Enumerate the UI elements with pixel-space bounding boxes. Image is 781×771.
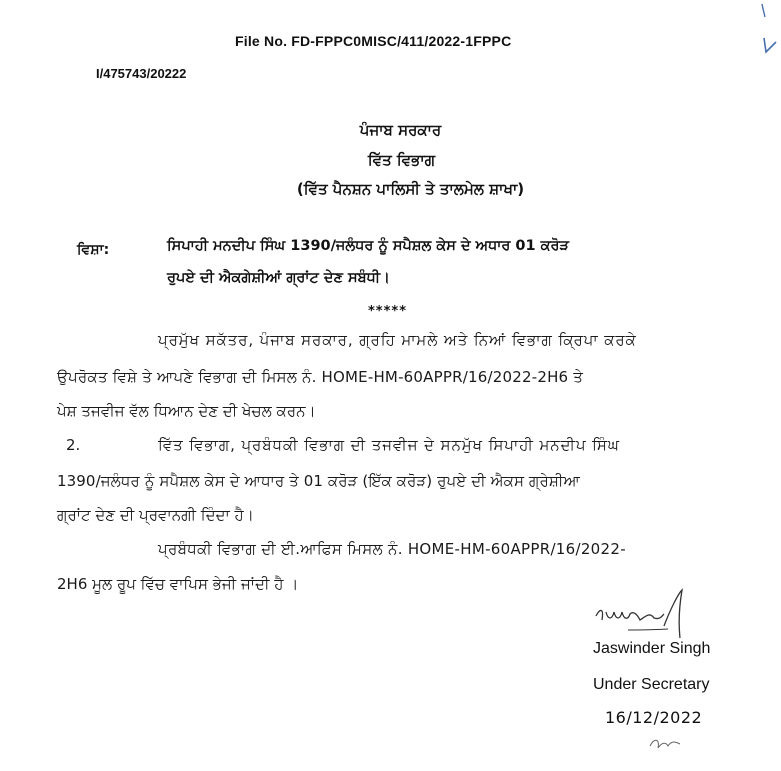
margin-pen-mark-icon — [752, 0, 781, 60]
handwritten-signature-icon — [588, 586, 708, 642]
subject-line-2: ਰੁਪਏ ਦੀ ਐਕਗੇਸ਼ੀਆਂ ਗ੍ਰਾਂਟ ਦੇਣ ਸਬੰਧੀ। — [167, 270, 390, 286]
subject-line-1: ਸਿਪਾਹੀ ਮਨਦੀਪ ਸਿੰਘ 1390/ਜਲੰਧਰ ਨੂੰ ਸਪੈਸ਼ਲ ਕੇਸ ਦੇ ਅਧਾਰ 01 ਕਰੋੜ — [167, 238, 569, 254]
signatory-designation: Under Secretary — [593, 676, 710, 693]
paragraph-2-line-1: ਵਿੱਤ ਵਿਭਾਗ, ਪ੍ਰਬੰਧਕੀ ਵਿਭਾਗ ਦੀ ਤਜਵੀਜ ਦੇ ਸਨਮੁੱਖ ਸਿਪਾਹੀ ਮਨਦੀਪ ਸਿੰਘ — [158, 436, 620, 454]
branch-heading: (ਵਿੱਤ ਪੈਨਸ਼ਨ ਪਾਲਿਸੀ ਤੇ ਤਾਲਮੇਲ ਸ਼ਾਖਾ) — [296, 180, 525, 198]
file-number: File No. FD-FPPC0MISC/411/2022-1FPPC — [235, 33, 512, 49]
paragraph-3-line-2: 2H6 ਮੂਲ ਰੂਪ ਵਿੱਚ ਵਾਪਿਸ ਭੇਜੀ ਜਾਂਦੀ ਹੈ । — [57, 575, 299, 593]
reference-number: I/475743/20222 — [96, 66, 187, 81]
paragraph-1-line-2: ਉਪਰੋਕਤ ਵਿਸ਼ੇ ਤੇ ਆਪਣੇ ਵਿਭਾਗ ਦੀ ਮਿਸਲ ਨੰ. HOME-HM-60APPR/16/2022-2H6 ਤੇ — [57, 368, 584, 386]
department-heading: ਵਿੱਤ ਵਿਭਾਗ — [367, 151, 436, 169]
handwritten-initials-icon — [646, 732, 686, 754]
paragraph-1-line-3: ਪੇਸ਼ ਤਜਵੀਜ ਵੱਲ ਧਿਆਨ ਦੇਣ ਦੀ ਖੇਚਲ ਕਰਨ। — [57, 402, 316, 420]
signatory-name: Jaswinder Singh — [593, 640, 711, 657]
paragraph-2-line-2: 1390/ਜਲੰਧਰ ਨੂੰ ਸਪੈਸ਼ਲ ਕੇਸ ਦੇ ਆਧਾਰ ਤੇ 01 ਕਰੋੜ (ਇੱਕ ਕਰੋੜ) ਰੁਪਏ ਦੀ ਐਕਸ ਗ੍ਰੇਸ਼ੀਆ — [57, 472, 580, 490]
signature-date: 16/12/2022 — [605, 708, 703, 727]
subject-label: ਵਿਸ਼ਾ: — [77, 242, 110, 258]
paragraph-1-line-1: ਪ੍ਰਮੁੱਖ ਸਕੱਤਰ, ਪੰਜਾਬ ਸਰਕਾਰ, ਗ੍ਰਹਿ ਮਾਮਲੇ ਅਤੇ ਨਿਆਂ ਵਿਭਾਗ ਕ੍ਰਿਪਾ ਕਰਕੇ — [158, 331, 637, 349]
paragraph-2-line-3: ਗ੍ਰਾਂਟ ਦੇਣ ਦੀ ਪ੍ਰਵਾਨਗੀ ਦਿੰਦਾ ਹੈ। — [57, 506, 254, 524]
section-separator: ***** — [368, 304, 407, 319]
paragraph-3-line-1: ਪ੍ਰਬੰਧਕੀ ਵਿਭਾਗ ਦੀ ਈ.ਆਫਿਸ ਮਿਸਲ ਨੰ. HOME-HM-60APPR/16/2022- — [158, 540, 626, 558]
paragraph-2-number: 2. — [66, 436, 81, 454]
government-heading: ਪੰਜਾਬ ਸਰਕਾਰ — [359, 121, 442, 139]
